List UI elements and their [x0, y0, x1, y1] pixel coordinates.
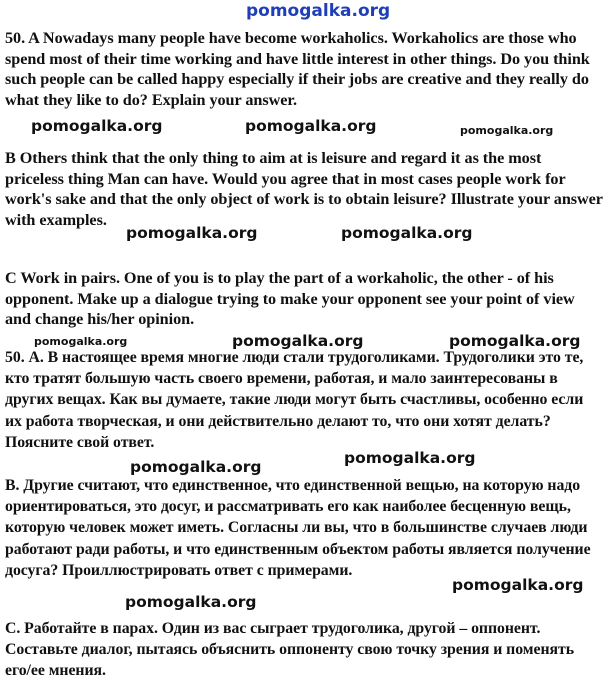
exercise-en-a: 50. A Nowadays many people have become workaholics. Workaholics are those who spend most of their time working and have little interest in other things. Do you think such people can be called happy especially if their jobs are creative and they really do what they like to do? Explain your answer. — [5, 29, 590, 109]
watermark-text: pomogalka.org — [232, 332, 364, 350]
watermark-text: pomogalka.org — [125, 593, 257, 611]
watermark-text: pomogalka.org — [341, 224, 473, 242]
exercise-ru-b: В. Другие считают, что единственное, что единственной вещью, на которую надо ориентироваться, это досуг, и рассматривать его как наиболее бесценную вещь, которую человек может иметь. Согласны ли вы, что в большинстве случаев люди работают ради работы, и что единственным объектом работы является получение досуга? Проиллюстрировать ответ с примерами. — [5, 477, 591, 579]
watermark-text: pomogalka.org — [34, 335, 128, 348]
exercise-en-c: C Work in pairs. One of you is to play the part of a workaholic, the other - of his opponent. Make up a dialogue trying to make your opponent see your point of view and change his/her opinion. — [5, 269, 575, 329]
watermark-text: pomogalka.org — [126, 224, 258, 242]
header-watermark: pomogalka.org — [246, 1, 391, 21]
watermark-text: pomogalka.org — [130, 458, 262, 476]
watermark-text: pomogalka.org — [245, 117, 377, 135]
watermark-text: pomogalka.org — [344, 449, 476, 467]
watermark-text: pomogalka.org — [31, 117, 163, 135]
watermark-text: pomogalka.org — [452, 576, 584, 594]
watermark-text: pomogalka.org — [449, 332, 581, 350]
exercise-ru-c: С. Работайте в парах. Один из вас сыграет трудоголика, другой – оппонент. Составьте диалог, пытаясь объяснить оппоненту свою точку зрения и поменять его/ее мнения. — [5, 620, 575, 680]
exercise-ru-a: 50. А. В настоящее время многие люди стали трудоголиками. Трудоголики это те, кто тратят большую часть своего времени, работая, и мало заинтересованы в других вещах. Как вы думаете, такие люди могут быть счастливы, особенно если их работа творческая, и они действительно делают то, что они хотят делать? Поясните свой ответ. — [5, 349, 584, 451]
exercise-en-b: B Others think that the only thing to aim at is leisure and regard it as the most priceless thing Man can have. Would you agree that in most cases people work for work's sake and that the only object of work is to obtain leisure? Illustrate your answer with examples. — [5, 149, 603, 229]
watermark-text: pomogalka.org — [460, 124, 554, 137]
